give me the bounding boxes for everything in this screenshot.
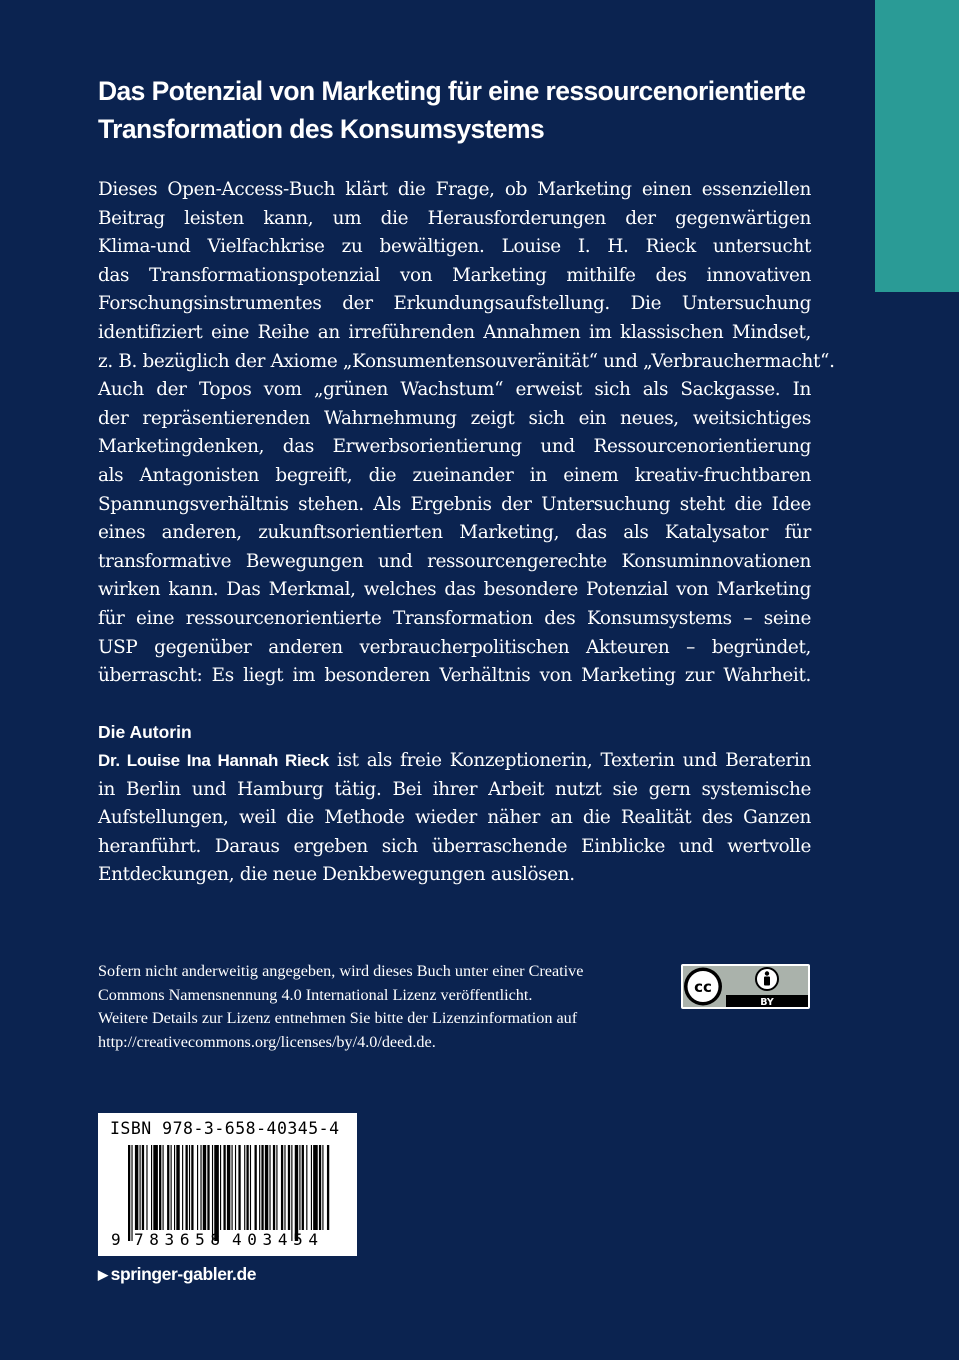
author-heading: Die Autorin xyxy=(98,722,192,742)
barcode-bar xyxy=(163,1145,164,1230)
barcode-bar xyxy=(182,1145,183,1230)
publisher-url: springer-gabler.de xyxy=(110,1264,257,1284)
barcode-bar xyxy=(140,1145,141,1230)
author-bio xyxy=(98,747,811,890)
author-bio-line: in Berlin und Hamburg tätig. Bei ihrer Arbeit nutzt sie gern systemische xyxy=(98,778,811,800)
barcode-bar xyxy=(295,1145,298,1241)
teal-accent-bar xyxy=(875,0,959,292)
arrow-right-icon: ▶ xyxy=(98,1267,108,1282)
barcode-bar xyxy=(131,1145,132,1241)
barcode-bar xyxy=(235,1145,236,1230)
license-line: Sofern nicht anderweitig angegeben, wird dieses Buch unter einer Creative xyxy=(98,962,584,980)
barcode-bar xyxy=(288,1145,290,1230)
license-notice xyxy=(98,960,668,1054)
barcode-bar xyxy=(306,1145,307,1230)
author-name: Dr. Louise Ina Hannah Rieck xyxy=(98,751,329,770)
barcode-bar xyxy=(319,1145,321,1230)
description-line: Spannungsverhältnis stehen. Als Ergebnis der Untersuchung steht die Idee xyxy=(98,493,811,515)
isbn-barcode xyxy=(98,1113,357,1256)
barcode-bar xyxy=(311,1145,312,1230)
barcode-bar xyxy=(174,1145,175,1230)
barcode-bar xyxy=(153,1145,158,1230)
barcode-bar xyxy=(276,1145,277,1230)
barcode-bar xyxy=(327,1145,329,1230)
barcode-bar xyxy=(265,1145,268,1230)
barcode-bar xyxy=(214,1145,219,1241)
barcode-bar xyxy=(203,1145,206,1230)
license-line[interactable]: http://creativecommons.org/licenses/by/4.0/deed.de. xyxy=(98,1032,436,1051)
barcode-digit-lead: 9 xyxy=(111,1230,121,1249)
barcode-bar xyxy=(142,1145,144,1230)
author-bio-line: Aufstellungen, weil die Methode wieder näher an die Realität des Ganzen xyxy=(98,807,811,829)
description-line: Forschungsinstrumentes der Erkundungsaufstellung. Die Untersuchung xyxy=(98,293,811,315)
barcode-bar xyxy=(189,1145,190,1230)
barcode-bar xyxy=(299,1145,300,1230)
barcode-bar xyxy=(281,1145,283,1230)
barcode-bar xyxy=(167,1145,169,1230)
barcode-bar xyxy=(291,1145,292,1241)
book-description xyxy=(98,176,835,691)
barcode-bar xyxy=(212,1145,213,1241)
barcode-bar xyxy=(197,1145,198,1230)
barcode-bar xyxy=(302,1145,304,1230)
description-line: Beitrag leisten kann, um die Herausforderungen der gegenwärtigen xyxy=(98,207,811,229)
barcode-graphic xyxy=(98,1113,357,1256)
barcode-bar xyxy=(146,1145,147,1230)
author-bio-text: ist als freie Konzeptionerin, Texterin und Beraterin xyxy=(328,750,811,771)
barcode-digits-left: 783658 xyxy=(134,1230,220,1249)
cc-mark-text: cc xyxy=(694,978,712,996)
title-line: Das Potenzial von Marketing für eine ressourcenorientierte xyxy=(98,76,806,106)
barcode-bar xyxy=(186,1145,188,1230)
isbn-label: ISBN 978-3-658-40345-4 xyxy=(110,1119,340,1138)
barcode-bar xyxy=(159,1145,161,1230)
description-line: Marketingdenken, das Erwerbsorientierung und Ressourcenorientierung xyxy=(98,436,811,458)
barcode-bar xyxy=(269,1145,270,1230)
license-line: Commons Namensnennung 4.0 International Lizenz veröffentlicht. xyxy=(98,985,533,1004)
barcode-bar xyxy=(255,1145,257,1230)
description-line: Auch der Topos vom „grünen Wachstum“ erweist sich als Sackgasse. In xyxy=(98,379,811,401)
barcode-bar xyxy=(261,1145,263,1230)
description-line: überrascht: Es liegt im besonderen Verhältnis von Marketing zur Wahrheit. xyxy=(98,665,811,687)
cc-by-badge xyxy=(681,964,810,1009)
by-label-text: BY xyxy=(760,997,774,1008)
barcode-bar xyxy=(191,1145,193,1230)
barcode-bar xyxy=(273,1145,275,1230)
barcode-bar xyxy=(176,1145,179,1230)
description-line: das Transformationspotenzial von Marketing mithilfe des innovativen xyxy=(98,264,811,286)
description-line: für eine ressourcenorientierte Transformation des Konsumsystems – seine xyxy=(98,607,811,629)
description-line: als Antagonisten begreift, die zueinander in einem kreativ-fruchtbaren xyxy=(98,464,811,486)
title-line: Transformation des Konsumsystems xyxy=(98,114,545,144)
publisher-link[interactable] xyxy=(98,1262,256,1288)
barcode-bar xyxy=(250,1145,251,1230)
description-line: identifiziert eine Reihe an irreführenden Annahmen im klassischen Mindset, xyxy=(98,321,811,343)
book-title xyxy=(98,72,858,148)
description-line: der repräsentierenden Wahrnehmung zeigt sich ein neues, weitsichtiges xyxy=(98,407,811,429)
barcode-bar xyxy=(151,1145,152,1230)
barcode-bar xyxy=(322,1145,323,1230)
barcode-bar xyxy=(246,1145,248,1230)
barcode-bar xyxy=(313,1145,318,1230)
barcode-bar xyxy=(207,1145,209,1230)
description-line: z. B. bezüglich der Axiome „Konsumentensouveränität“ und „Verbrauchermacht“. xyxy=(98,350,835,372)
cc-by-logo-icon xyxy=(681,964,810,1009)
barcode-bar xyxy=(200,1145,201,1230)
barcode-bar xyxy=(284,1145,285,1230)
description-line: wirken kann. Das Merkmal, welches das besondere Potenzial von Marketing xyxy=(98,579,811,601)
author-bio-line: Entdeckungen, die neue Denkbewegungen auslösen. xyxy=(98,864,575,886)
description-line: eines anderen, zukunftsorientierten Marketing, das als Katalysator für xyxy=(98,522,811,544)
description-line: USP gegenüber anderen verbraucherpolitischen Akteuren – begründet, xyxy=(98,636,811,658)
author-bio-line: heranführt. Daraus ergeben sich überraschende Einblicke und wertvolle xyxy=(98,835,811,857)
license-line: Weitere Details zur Lizenz entnehmen Sie bitte der Lizenzinformation auf xyxy=(98,1009,578,1027)
barcode-digits-right: 403454 xyxy=(232,1230,318,1249)
description-line: Dieses Open-Access-Buch klärt die Frage, ob Marketing einen essenziellen xyxy=(98,179,811,200)
barcode-bar xyxy=(220,1145,221,1230)
barcode-bar xyxy=(128,1145,130,1241)
barcode-bar xyxy=(232,1145,233,1230)
author-bio-line xyxy=(98,747,811,776)
barcode-bar xyxy=(238,1145,240,1230)
barcode-bar xyxy=(259,1145,260,1230)
description-line: transformative Bewegungen und ressourcengerechte Konsuminnovationen xyxy=(98,550,811,572)
description-line: Klima-und Vielfachkrise zu bewältigen. Louise I. H. Rieck untersucht xyxy=(98,236,811,258)
barcode-bar xyxy=(227,1145,230,1230)
barcode-bar xyxy=(135,1145,138,1230)
barcode-bar xyxy=(171,1145,172,1230)
barcode-bar xyxy=(244,1145,245,1230)
barcode-bars xyxy=(128,1145,329,1241)
barcode-bar xyxy=(223,1145,225,1230)
